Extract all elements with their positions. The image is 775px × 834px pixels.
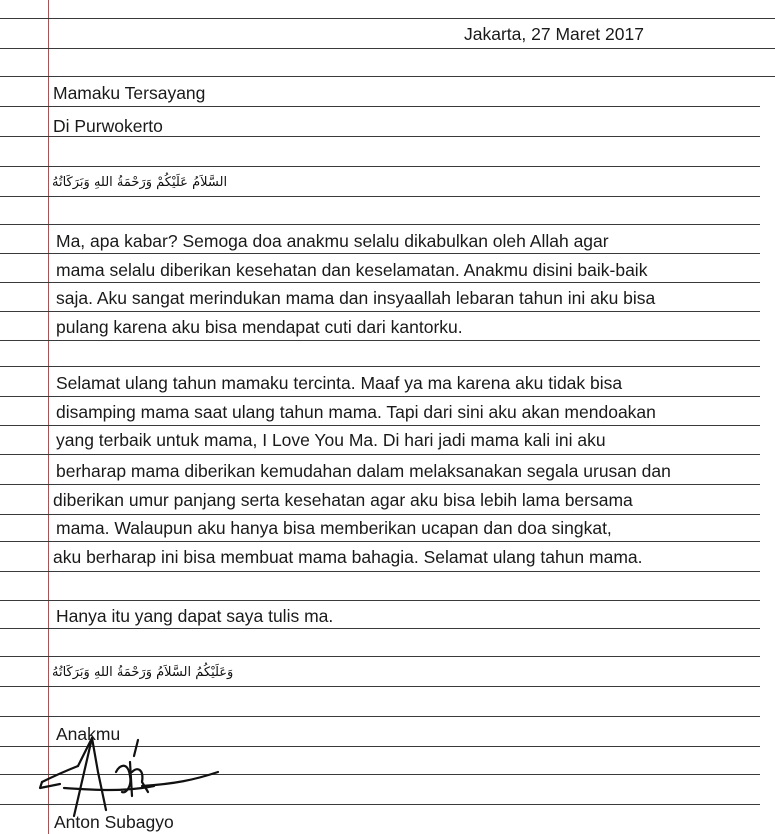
letter-date: Jakarta, 27 Maret 2017 (464, 24, 644, 44)
rule-line (0, 253, 760, 254)
paragraph2-line: Selamat ulang tahun mamaku tercinta. Maaf ya ma karena aku tidak bisa (56, 373, 623, 393)
paragraph2-line: mama. Walaupun aku hanya bisa memberikan ucapan dan doa singkat, (56, 518, 612, 538)
rule-line (0, 484, 760, 485)
closing-greeting: وَعَلَيْكُمُ السَّلاَمُ وَرَحْمَةُ اللهِ وَبَرَكَاتُهُ (52, 665, 234, 680)
rule-line (0, 396, 760, 397)
rule-line (0, 224, 760, 225)
closing-line: Hanya itu yang dapat saya tulis ma. (56, 606, 334, 626)
paragraph2-line: disamping mama saat ulang tahun mama. Tapi dari sini aku akan mendoakan (56, 402, 656, 422)
rule-line (0, 48, 775, 49)
rule-line (0, 282, 760, 283)
sender-name: Anton Subagyo (54, 812, 174, 832)
paragraph1-line: Ma, apa kabar? Semoga doa anakmu selalu dikabulkan oleh Allah agar (56, 231, 609, 251)
signature-scribble (34, 732, 234, 824)
rule-line (0, 106, 760, 107)
rule-line (0, 514, 760, 515)
rule-line (0, 18, 775, 19)
recipient-name: Mamaku Tersayang (53, 83, 206, 103)
paragraph2-line: yang terbaik untuk mama, I Love You Ma. Di hari jadi mama kali ini aku (56, 430, 606, 450)
paragraph1-line: saja. Aku sangat merindukan mama dan insyaallah lebaran tahun ini aku bisa (56, 288, 656, 308)
rule-line (0, 366, 760, 367)
rule-line (0, 686, 760, 687)
paragraph1-line: mama selalu diberikan kesehatan dan keselamatan. Anakmu disini baik-baik (56, 260, 648, 280)
sign-off: Anakmu (56, 724, 121, 744)
paragraph2-line: aku berharap ini bisa membuat mama bahagia. Selamat ulang tahun mama. (53, 547, 643, 567)
paragraph1-line: pulang karena aku bisa mendapat cuti dari kantorku. (56, 317, 463, 337)
rule-line (0, 166, 760, 167)
rule-line (0, 541, 760, 542)
rule-line (0, 425, 760, 426)
rule-line (0, 716, 760, 717)
recipient-place: Di Purwokerto (53, 116, 163, 136)
paragraph2-line: diberikan umur panjang serta kesehatan agar aku bisa lebih lama bersama (53, 490, 633, 510)
rule-line (0, 600, 760, 601)
rule-line (0, 454, 760, 455)
margin-line (48, 0, 49, 834)
rule-line (0, 340, 760, 341)
rule-line (0, 311, 760, 312)
rule-line (0, 571, 760, 572)
paragraph2-line: berharap mama diberikan kemudahan dalam melaksanakan segala urusan dan (56, 461, 671, 481)
rule-line (0, 196, 760, 197)
rule-line (0, 656, 760, 657)
rule-line (0, 76, 775, 77)
opening-greeting: السَّلاَمُ عَلَيْكُمْ وَرَحْمَةُ اللهِ وَبَرَكَاتُهُ (52, 175, 228, 190)
rule-line (0, 628, 760, 629)
rule-line (0, 136, 760, 137)
